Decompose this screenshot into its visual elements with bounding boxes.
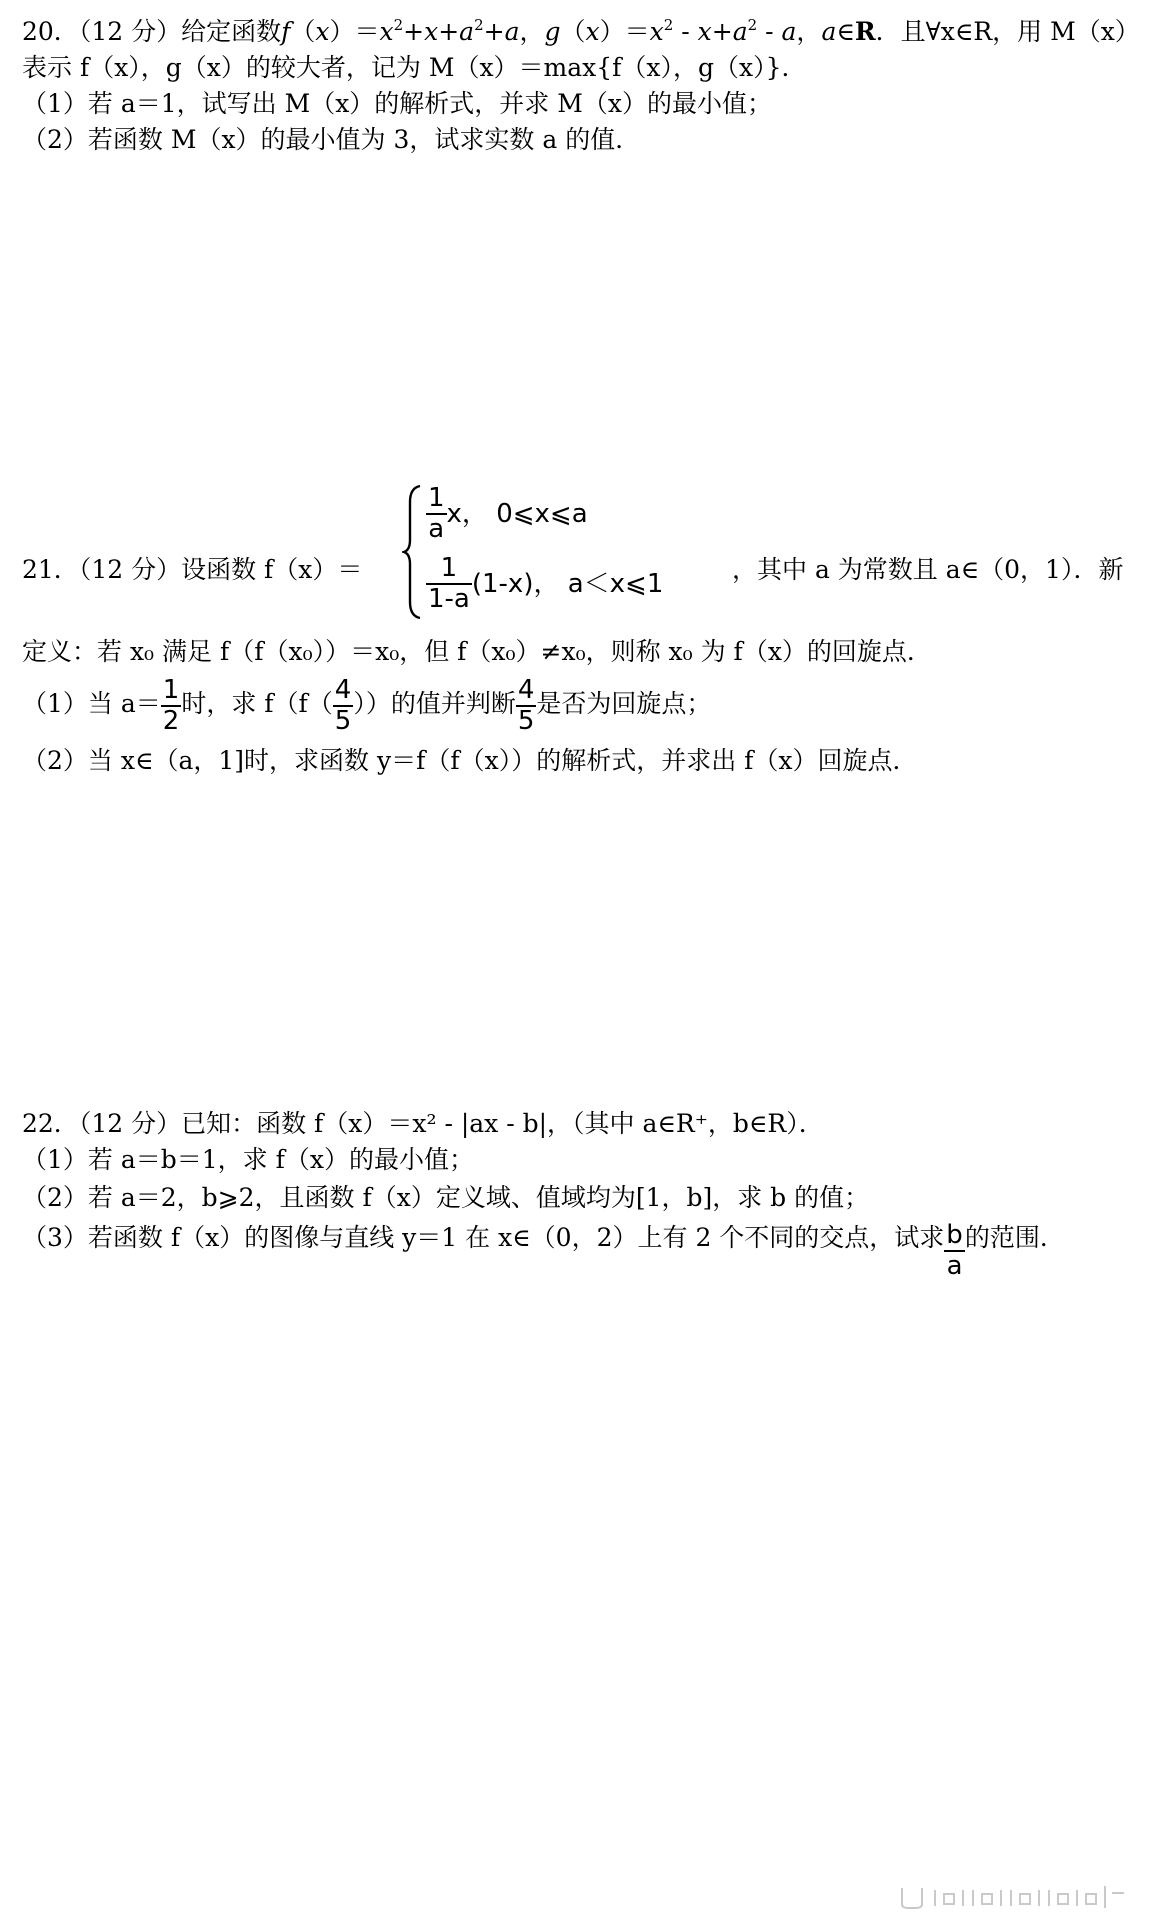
q20-line-2: 表示 f（x），g（x）的较大者，记为 M（x）＝max{f（x），g（x）}． xyxy=(22,53,807,82)
q20-part-1: （1）若 a＝1，试写出 M（x）的解析式，并求 M（x）的最小值； xyxy=(22,89,772,118)
q20-f-def: $f(x)=x^2+x+a^2+a$，$g(x)=x^2 - x+a^2 - a$，a∈R xyxy=(281,16,876,46)
q21-frac-half: $\frac{1}{2}$ xyxy=(162,674,180,736)
q21-line-1 xyxy=(22,482,1129,614)
q21-part-1: （1）当 a＝ $\frac{1}{2}$ 时，求 f（f（ $\frac{4}{5}$ ））的值并判断 $\frac{4}{5}$ 是否为回旋点； xyxy=(22,674,712,736)
q21-piecewise xyxy=(402,482,732,622)
q20-line-1-tail: ．且∀x∈R，用 M（x） xyxy=(875,17,1140,46)
q21-part-2: （2）当 x∈（a，1]时，求函数 y＝f（f（x））的解析式，并求出 f（x）回旋点． xyxy=(22,746,918,775)
q21-case-2-text: (1-x)， a＜x⩽1 xyxy=(471,569,664,599)
q21-case-1 xyxy=(426,484,588,544)
q21-case-2-frac: $\frac{1}{1-a}$ xyxy=(428,553,470,614)
q22-number: 22． xyxy=(22,1109,79,1138)
q22-lead: 已知：函数 f（x）＝x² - |ax - b|，（其中 a∈R⁺，b∈R）． xyxy=(181,1109,824,1138)
q20-line-1 xyxy=(22,14,1140,50)
q21-lead: 设函数 f（x）＝ xyxy=(181,555,363,584)
q21-number: 21． xyxy=(22,555,79,584)
q22-part-2: （2）若 a＝2，b⩾2，且函数 f（x）定义域、值域均为[1，b]，求 b 的值； xyxy=(22,1183,870,1212)
q21-frac-four-fifths-2: $\frac{4}{5}$ xyxy=(517,674,535,736)
q21-case-1-text: x， 0⩽x⩽a xyxy=(446,499,588,529)
q21-case-2 xyxy=(426,554,663,614)
page-logo-icon xyxy=(900,1884,1126,1910)
q20-score: （12 分） xyxy=(78,17,182,46)
q21-score: （12 分） xyxy=(78,555,182,584)
q21-trail: ，其中 a 为常数且 a∈（0，1）．新 xyxy=(732,555,1124,584)
q20-part-2: （2）若函数 M（x）的最小值为 3，试求实数 a 的值． xyxy=(22,125,641,154)
q20-given: 给定函数 xyxy=(181,17,282,46)
left-brace-icon xyxy=(402,482,424,622)
q20-number: 20． xyxy=(22,17,79,46)
q22-frac-b-over-a: $\frac{b}{a}$ xyxy=(946,1220,963,1281)
q21-definition: 定义：若 x₀ 满足 f（f（x₀））＝x₀，但 f（x₀）≠x₀，则称 x₀ 为 f（x）的回旋点． xyxy=(22,637,932,666)
q21-case-1-frac: $\frac{1}{a}$ xyxy=(428,483,445,544)
q22-part-3: （3）若函数 f（x）的图像与直线 y＝1 在 x∈（0，2）上有 2 个不同的交点，试求 $\frac{b}{a}$ 的范围． xyxy=(22,1220,1065,1281)
q21-frac-four-fifths: $\frac{4}{5}$ xyxy=(334,674,352,736)
q22-line-1 xyxy=(22,1106,1129,1142)
q22-part-1: （1）若 a＝b＝1，求 f（x）的最小值； xyxy=(22,1145,474,1174)
q22-score: （12 分） xyxy=(78,1109,182,1138)
